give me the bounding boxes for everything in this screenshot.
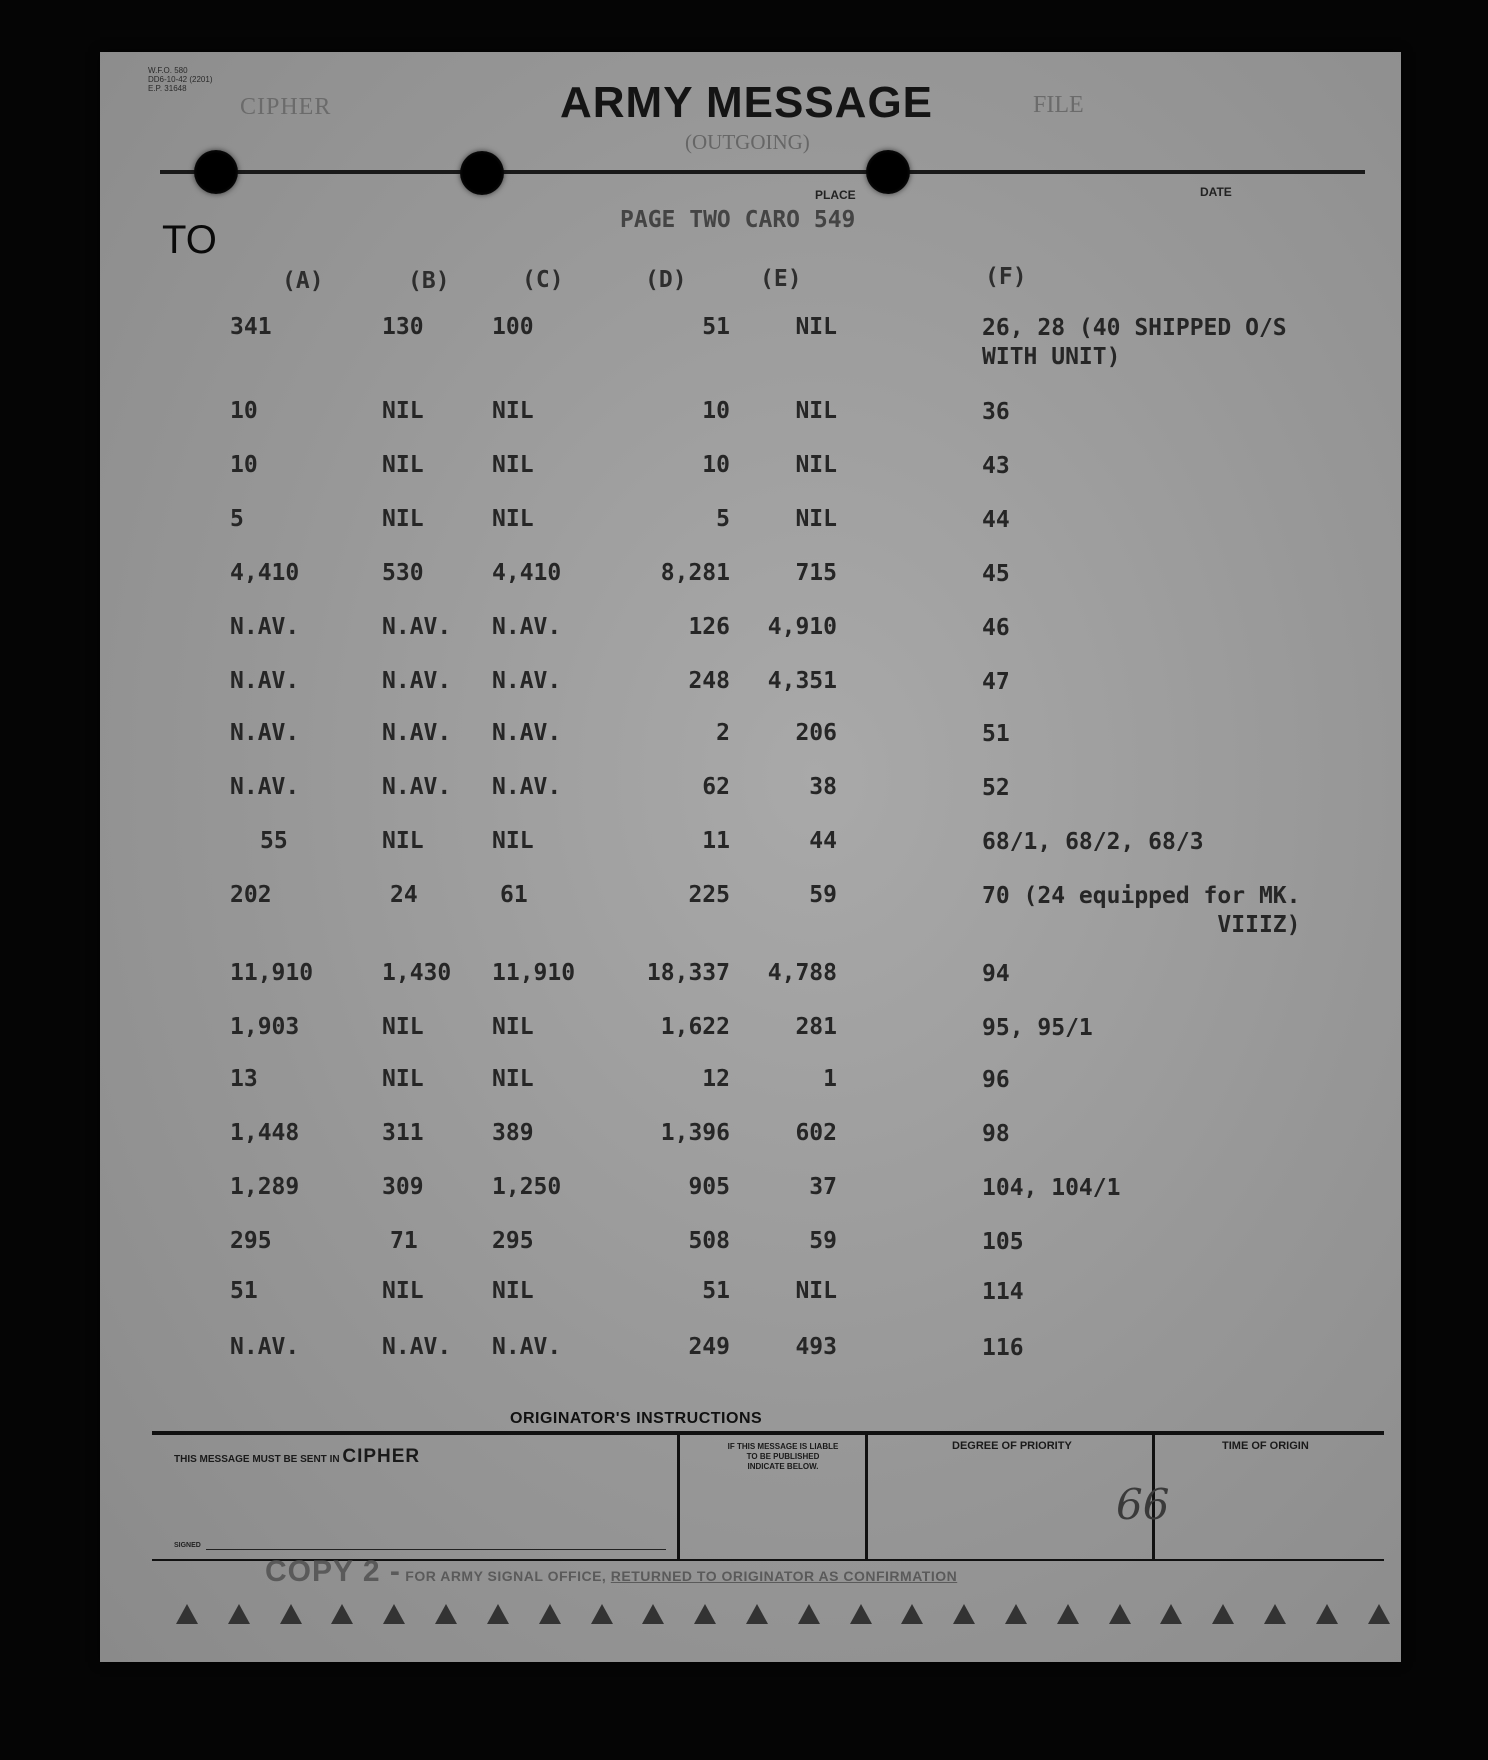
signature-line bbox=[206, 1549, 666, 1550]
table-cell-e: 44 bbox=[809, 828, 837, 854]
table-cell-f: 52 bbox=[982, 775, 1010, 801]
tear-strip bbox=[176, 1604, 1390, 1624]
table-cell-e: NIL bbox=[795, 314, 837, 340]
table-cell-e: NIL bbox=[795, 398, 837, 424]
table-cell-e: 281 bbox=[795, 1014, 837, 1040]
table-cell-e: 4,910 bbox=[767, 614, 837, 640]
table-cell-f: 95, 95/1 bbox=[982, 1015, 1093, 1041]
table-cell-f: 68/1, 68/2, 68/3 bbox=[982, 829, 1204, 855]
table-cell-f: 96 bbox=[982, 1067, 1010, 1093]
table-cell-d: 51 bbox=[702, 314, 730, 340]
table-cell-a: 5 bbox=[230, 506, 244, 532]
table-cell-c: 4,410 bbox=[492, 560, 562, 586]
table-cell-c: 389 bbox=[492, 1120, 534, 1146]
table-cell-b: 530 bbox=[382, 560, 424, 586]
triangle-marker-icon bbox=[1316, 1604, 1338, 1624]
table-cell-b: 24 bbox=[390, 882, 418, 908]
triangle-marker-icon bbox=[1109, 1604, 1131, 1624]
triangle-marker-icon bbox=[1005, 1604, 1027, 1624]
table-cell-d: 905 bbox=[688, 1174, 730, 1200]
table-cell-d: 248 bbox=[688, 668, 730, 694]
table-cell-e: 59 bbox=[809, 882, 837, 908]
table-cell-e: 37 bbox=[809, 1174, 837, 1200]
table-cell-a: 10 bbox=[230, 452, 258, 478]
table-cell-b: 311 bbox=[382, 1120, 424, 1146]
triangle-marker-icon bbox=[850, 1604, 872, 1624]
signed-label: SIGNED bbox=[174, 1542, 201, 1549]
table-cell-d: 10 bbox=[702, 452, 730, 478]
table-cell-d: 11 bbox=[702, 828, 730, 854]
table-cell-b: N.AV. bbox=[382, 668, 452, 694]
table-cell-c: NIL bbox=[492, 1066, 534, 1092]
table-cell-c: 1,250 bbox=[492, 1174, 562, 1200]
table-cell-f: 70 (24 equipped for MK. VIIIZ) bbox=[982, 883, 1301, 938]
file-label: FILE bbox=[1033, 92, 1084, 118]
table-cell-a: 13 bbox=[230, 1066, 258, 1092]
table-cell-a: N.AV. bbox=[230, 1334, 300, 1360]
table-cell-d: 225 bbox=[688, 882, 730, 908]
table-cell-d: 8,281 bbox=[660, 560, 730, 586]
triangle-marker-icon bbox=[331, 1604, 353, 1624]
table-cell-c: 11,910 bbox=[492, 960, 576, 986]
table-cell-b: NIL bbox=[382, 1278, 424, 1304]
table-cell-e: NIL bbox=[795, 1278, 837, 1304]
table-cell-d: 62 bbox=[702, 774, 730, 800]
table-cell-e: 4,351 bbox=[767, 668, 837, 694]
punch-hole bbox=[866, 150, 910, 194]
table-cell-a: 1,289 bbox=[230, 1174, 300, 1200]
triangle-marker-icon bbox=[1264, 1604, 1286, 1624]
table-cell-d: 5 bbox=[716, 506, 730, 532]
table-cell-a: 1,448 bbox=[230, 1120, 300, 1146]
table-cell-d: 126 bbox=[688, 614, 730, 640]
priority-label: DEGREE OF PRIORITY bbox=[952, 1440, 1072, 1452]
table-cell-f: 105 bbox=[982, 1229, 1024, 1255]
table-cell-c: N.AV. bbox=[492, 614, 562, 640]
table-cell-a: N.AV. bbox=[230, 774, 300, 800]
table-cell-b: 1,430 bbox=[382, 960, 452, 986]
triangle-marker-icon bbox=[435, 1604, 457, 1624]
triangle-marker-icon bbox=[694, 1604, 716, 1624]
copy-destination: FOR ARMY SIGNAL OFFICE, bbox=[405, 1568, 607, 1584]
table-cell-a: N.AV. bbox=[230, 668, 300, 694]
triangle-marker-icon bbox=[591, 1604, 613, 1624]
triangle-marker-icon bbox=[228, 1604, 250, 1624]
date-label: DATE bbox=[1200, 185, 1232, 199]
table-cell-f: 43 bbox=[982, 453, 1010, 479]
table-cell-c: NIL bbox=[492, 506, 534, 532]
table-cell-e: 1 bbox=[823, 1066, 837, 1092]
table-cell-b: N.AV. bbox=[382, 1334, 452, 1360]
column-header-d: (D) bbox=[645, 267, 687, 293]
must-be-sent-note bbox=[174, 1446, 420, 1468]
column-header-f: (F) bbox=[985, 264, 1027, 290]
table-cell-e: 493 bbox=[795, 1334, 837, 1360]
table-cell-a: N.AV. bbox=[230, 720, 300, 746]
must-be-sent-prefix: THIS MESSAGE MUST BE SENT IN bbox=[174, 1454, 340, 1465]
table-cell-b: 71 bbox=[390, 1228, 418, 1254]
table-cell-f: 46 bbox=[982, 615, 1010, 641]
triangle-marker-icon bbox=[1212, 1604, 1234, 1624]
time-of-origin-label: TIME OF ORIGIN bbox=[1222, 1440, 1309, 1452]
box-divider bbox=[677, 1435, 680, 1559]
form-subtitle: (OUTGOING) bbox=[685, 130, 810, 154]
triangle-marker-icon bbox=[280, 1604, 302, 1624]
table-cell-d: 51 bbox=[702, 1278, 730, 1304]
page-reference: PAGE TWO CARO 549 bbox=[620, 207, 856, 233]
table-cell-c: NIL bbox=[492, 1278, 534, 1304]
punch-hole bbox=[460, 151, 504, 195]
triangle-marker-icon bbox=[746, 1604, 768, 1624]
table-cell-c: NIL bbox=[492, 828, 534, 854]
triangle-marker-icon bbox=[953, 1604, 975, 1624]
table-cell-b: 130 bbox=[382, 314, 424, 340]
triangle-marker-icon bbox=[487, 1604, 509, 1624]
cipher-label: CIPHER bbox=[240, 94, 332, 120]
transmission-mode: CIPHER bbox=[342, 1446, 421, 1467]
to-label: TO bbox=[162, 218, 217, 262]
form-number: W.F.O. 580 DD6-10-42 (2201) E.P. 31648 bbox=[148, 66, 213, 93]
table-cell-e: NIL bbox=[795, 506, 837, 532]
table-cell-e: 38 bbox=[809, 774, 837, 800]
copy-number: COPY 2 - bbox=[265, 1555, 401, 1588]
table-cell-c: NIL bbox=[492, 452, 534, 478]
table-cell-e: 4,788 bbox=[767, 960, 837, 986]
table-cell-d: 1,622 bbox=[660, 1014, 730, 1040]
triangle-marker-icon bbox=[798, 1604, 820, 1624]
copy-return-note: RETURNED TO ORIGINATOR AS CONFIRMATION bbox=[610, 1568, 958, 1584]
table-cell-a: 341 bbox=[230, 314, 272, 340]
table-cell-c: 100 bbox=[492, 314, 534, 340]
table-cell-f: 104, 104/1 bbox=[982, 1175, 1121, 1201]
triangle-marker-icon bbox=[383, 1604, 405, 1624]
table-cell-a: 202 bbox=[230, 882, 272, 908]
triangle-marker-icon bbox=[642, 1604, 664, 1624]
table-cell-b: NIL bbox=[382, 1066, 424, 1092]
triangle-marker-icon bbox=[901, 1604, 923, 1624]
table-cell-d: 508 bbox=[688, 1228, 730, 1254]
table-cell-b: N.AV. bbox=[382, 720, 452, 746]
table-cell-e: NIL bbox=[795, 452, 837, 478]
table-cell-d: 18,337 bbox=[646, 960, 730, 986]
table-cell-b: NIL bbox=[382, 398, 424, 424]
column-header-a: (A) bbox=[282, 268, 324, 294]
table-cell-a: 1,903 bbox=[230, 1014, 300, 1040]
table-cell-f: 45 bbox=[982, 561, 1010, 587]
triangle-marker-icon bbox=[539, 1604, 561, 1624]
form-title: ARMY MESSAGE bbox=[560, 78, 934, 127]
table-cell-e: 206 bbox=[795, 720, 837, 746]
table-cell-a: 295 bbox=[230, 1228, 272, 1254]
table-cell-f: 44 bbox=[982, 507, 1010, 533]
column-header-c: (C) bbox=[522, 267, 564, 293]
table-cell-d: 249 bbox=[688, 1334, 730, 1360]
priority-value-handwritten: 66 bbox=[1116, 1480, 1170, 1529]
message-form bbox=[100, 52, 1401, 1662]
originator-instructions-heading: ORIGINATOR'S INSTRUCTIONS bbox=[510, 1410, 763, 1427]
table-cell-e: 59 bbox=[809, 1228, 837, 1254]
table-cell-b: NIL bbox=[382, 828, 424, 854]
table-cell-f: 47 bbox=[982, 669, 1010, 695]
table-cell-f: 36 bbox=[982, 399, 1010, 425]
publish-liable-note: IF THIS MESSAGE IS LIABLE TO BE PUBLISHED INDICATE BELOW. bbox=[727, 1442, 839, 1471]
place-label: PLACE bbox=[815, 188, 856, 202]
table-cell-f: 116 bbox=[982, 1335, 1024, 1361]
column-header-b: (B) bbox=[408, 268, 450, 294]
table-cell-b: NIL bbox=[382, 1014, 424, 1040]
table-cell-f: 98 bbox=[982, 1121, 1010, 1147]
table-cell-a: 4,410 bbox=[230, 560, 300, 586]
table-cell-b: N.AV. bbox=[382, 774, 452, 800]
punch-hole bbox=[194, 150, 238, 194]
triangle-marker-icon bbox=[176, 1604, 198, 1624]
table-cell-b: 309 bbox=[382, 1174, 424, 1200]
table-cell-c: N.AV. bbox=[492, 668, 562, 694]
table-cell-a: N.AV. bbox=[230, 614, 300, 640]
copy-notice bbox=[265, 1555, 957, 1589]
table-cell-f: 114 bbox=[982, 1279, 1024, 1305]
table-cell-d: 2 bbox=[716, 720, 730, 746]
table-cell-d: 1,396 bbox=[660, 1120, 730, 1146]
table-cell-b: NIL bbox=[382, 506, 424, 532]
table-cell-c: 61 bbox=[500, 882, 528, 908]
table-cell-a: 10 bbox=[230, 398, 258, 424]
table-cell-a: 55 bbox=[260, 828, 288, 854]
table-cell-d: 12 bbox=[702, 1066, 730, 1092]
table-cell-b: N.AV. bbox=[382, 614, 452, 640]
table-cell-e: 715 bbox=[795, 560, 837, 586]
header-rule bbox=[160, 170, 1365, 174]
table-cell-a: 11,910 bbox=[230, 960, 314, 986]
table-cell-a: 51 bbox=[230, 1278, 258, 1304]
table-cell-c: N.AV. bbox=[492, 720, 562, 746]
table-cell-f: 26, 28 (40 SHIPPED O/S WITH UNIT) bbox=[982, 315, 1287, 370]
table-cell-e: 602 bbox=[795, 1120, 837, 1146]
triangle-marker-icon bbox=[1057, 1604, 1079, 1624]
table-cell-c: 295 bbox=[492, 1228, 534, 1254]
table-cell-c: NIL bbox=[492, 398, 534, 424]
table-cell-c: N.AV. bbox=[492, 774, 562, 800]
table-cell-c: N.AV. bbox=[492, 1334, 562, 1360]
table-cell-f: 51 bbox=[982, 721, 1010, 747]
table-cell-f: 94 bbox=[982, 961, 1010, 987]
column-header-e: (E) bbox=[760, 266, 802, 292]
table-cell-b: NIL bbox=[382, 452, 424, 478]
table-cell-c: NIL bbox=[492, 1014, 534, 1040]
triangle-marker-icon bbox=[1160, 1604, 1182, 1624]
table-cell-d: 10 bbox=[702, 398, 730, 424]
triangle-marker-icon bbox=[1368, 1604, 1390, 1624]
